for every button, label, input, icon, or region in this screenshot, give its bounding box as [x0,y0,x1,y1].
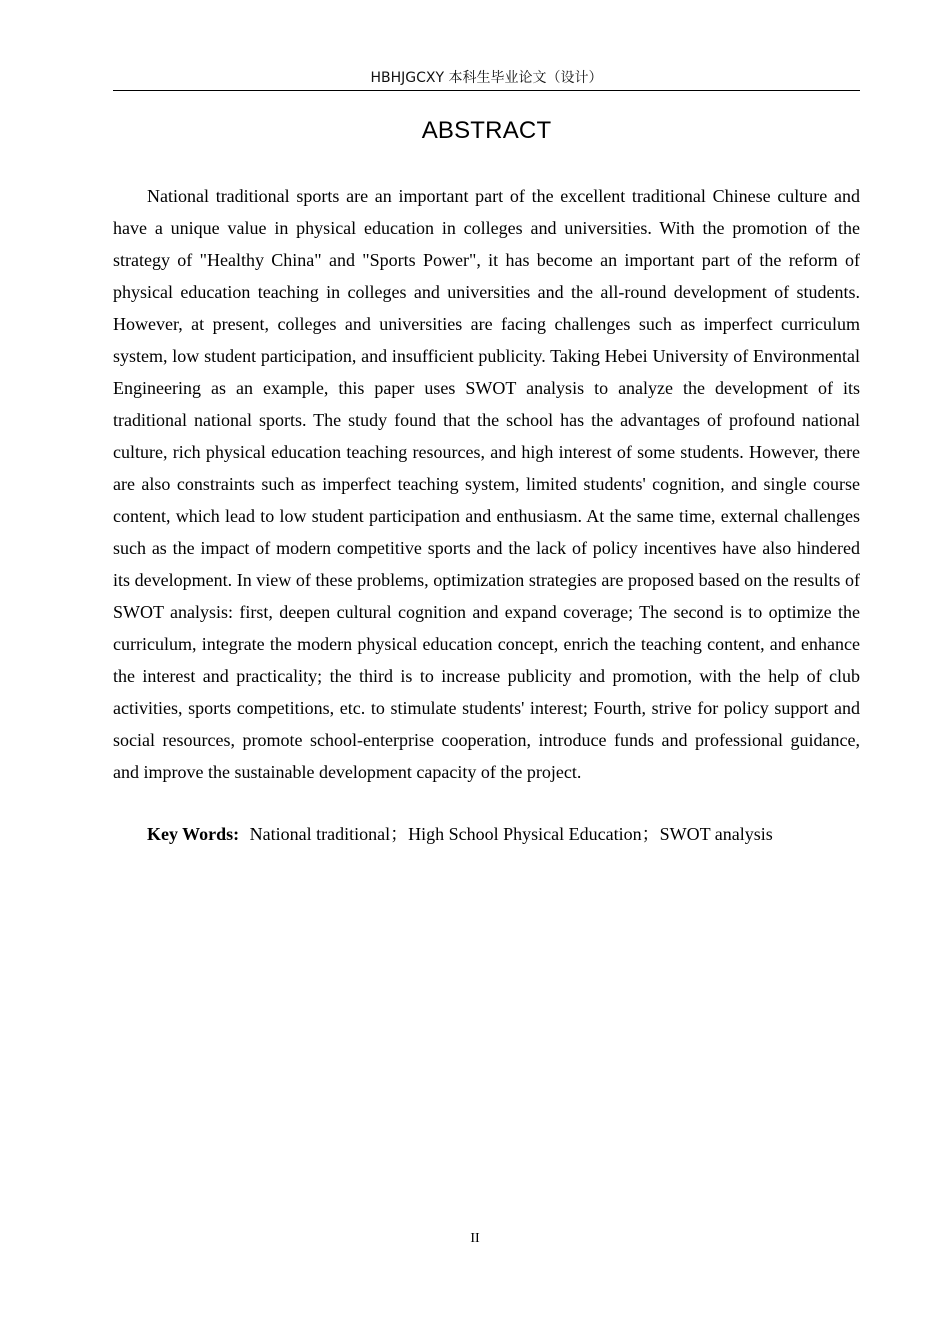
header-rule [113,90,860,91]
keywords-label: Key Words: [147,824,240,844]
abstract-title: ABSTRACT [421,117,552,144]
page-number: II [470,1231,480,1246]
running-header: HBHJGCXY 本科生毕业论文（设计） [370,70,603,86]
keywords-value: National traditional；High School Physical Education；SWOT analysis [249,824,773,844]
abstract-paragraph: National traditional sports are an important part of the excellent traditional Chinese culture and have a unique value in physical education in colleges and universities. With the promotion of the strategy of "Healthy China" and "Sports Power", it has become an important part of the reform of physical education teaching in colleges and universities and the all-round development of students. However, at present, colleges and universities are facing challenges such as imperfect curriculum system, low student participation, and insufficient publicity. Taking Hebei University of Environmental Engineering as an example, this paper uses SWOT analysis to analyze the development of its traditional national sports. The study found that the school has the advantages of profound national culture, rich physical education teaching resources, and high interest of some students. However, there are also constraints such as imperfect teaching system, limited students' cognition, and single course content, which lead to low student participation and enthusiasm. At the same time, external challenges such as the impact of modern competitive sports and the lack of policy incentives have also hindered its development. In view of these problems, optimization strategies are proposed based on the results of SWOT analysis: first, deepen cultural cognition and expand coverage; The second is to optimize the curriculum, integrate the modern physical education concept, enrich the teaching content, and enhance the interest and practicality; the third is to increase publicity and promotion, with the help of club activities, sports competitions, etc. to stimulate students' interest; Fourth, strive for policy support and social resources, promote school-enterprise cooperation, introduce funds and professional guidance, and improve the sustainable development capacity of the project. [113,186,860,782]
keywords-line [113,818,860,850]
